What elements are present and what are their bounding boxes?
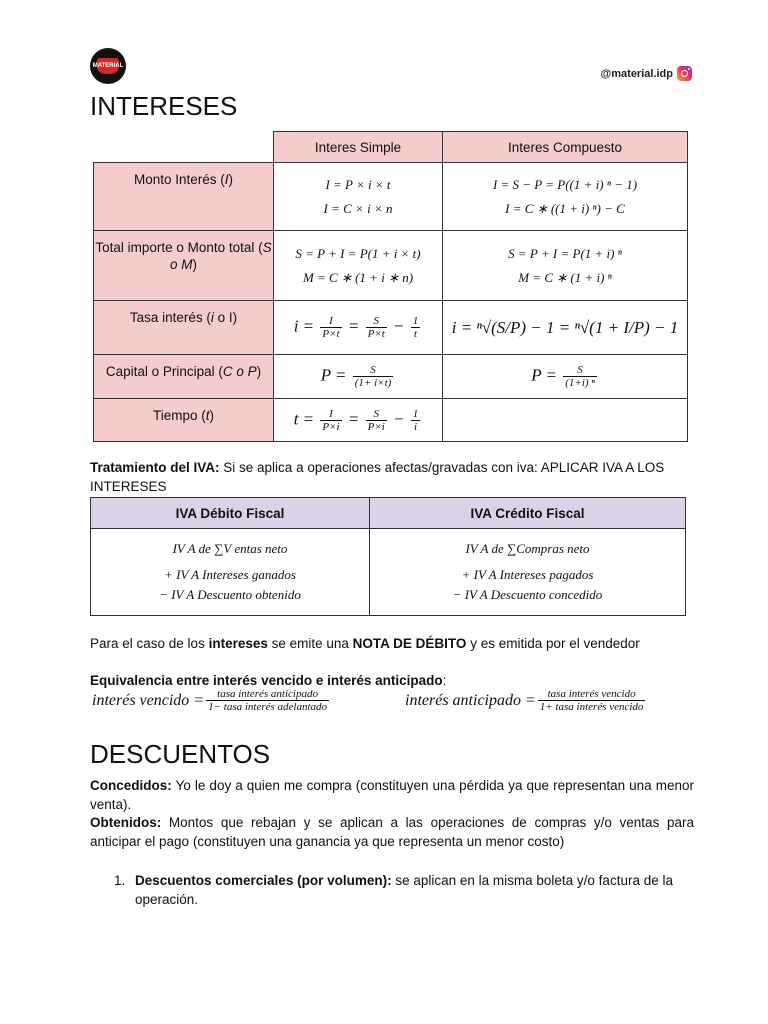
- logo-icon: [92, 58, 124, 74]
- fraction: $\frac{\text{tasa interés anticipado}}{\text{1− tasa interés adelantado}}$: [208, 688, 328, 713]
- table-row: [91, 529, 686, 616]
- formula-simple-tiempo: t = $\frac{I}{P\times i}$ = $\frac{S}{P\times i}$ − $\frac{1}{i}$: [274, 399, 443, 442]
- concedidos-paragraph: Concedidos: Yo le doy a quien me compra (constituyen una pérdida ya que representan una menor venta).: [90, 778, 694, 812]
- brand-logo: [90, 48, 126, 84]
- empty-corner-cell: [94, 132, 274, 163]
- iva-table: [90, 497, 686, 616]
- fraction: $\frac{\text{tasa interés vencido}}{\text{1+ tasa interés vencido}}$: [539, 688, 644, 713]
- fraction: $\frac{S}{\text{(1+i) ⁿ}}$: [565, 364, 595, 389]
- col-header-iva-credito: IVA Crédito Fiscal: [370, 498, 686, 529]
- fraction: $\frac{1}{t}$: [412, 315, 419, 340]
- equivalencia-title: Equivalencia entre interés vencido e interés anticipado:: [90, 673, 447, 688]
- table-row: [94, 301, 688, 355]
- col-header-compuesto: Interes Compuesto: [443, 132, 688, 163]
- table-row: [94, 231, 688, 301]
- social-handle: [601, 66, 692, 81]
- table-row: [94, 163, 688, 231]
- fraction: $\frac{1}{i}$: [412, 407, 419, 433]
- row-label-monto-interes: Monto Interés (I): [94, 163, 274, 231]
- list-item-text: Descuentos comerciales (por volumen): se aplican en la misma boleta y/o factura de la operación.: [135, 873, 673, 907]
- fraction: $\frac{S}{P\times t}$: [367, 315, 385, 340]
- table-row: [94, 399, 688, 442]
- row-label-tasa-interes: Tasa interés (i o I): [94, 301, 274, 355]
- instagram-icon: [677, 66, 692, 81]
- formula-simple-total: S = P + I = P(1 + i × t) M = C ∗ (1 + i ∗ n): [274, 231, 443, 301]
- fraction: $\frac{S}{(1+ i\times t)}$: [354, 364, 392, 389]
- row-label-capital: Capital o Principal (C o P): [94, 355, 274, 399]
- iva-debito-formula: IV A de ∑V entas neto + IV A Intereses ganados − IV A Descuento obtenido: [91, 529, 370, 616]
- section-title-intereses: INTERESES: [90, 91, 238, 121]
- formula-compuesto-monto: I = S − P = P((1 + i) ⁿ − 1) I = C ∗ ((1 + i) ⁿ) − C: [443, 163, 688, 231]
- col-header-iva-debito: IVA Débito Fiscal: [91, 498, 370, 529]
- row-label-tiempo: Tiempo (t): [94, 399, 274, 442]
- formula-simple-tasa: i = $\frac{I}{P\times t}$ = $\frac{S}{P\times t}$ − $\frac{1}{t}$: [274, 301, 443, 355]
- list-item: 1. Descuentos comerciales (por volumen): se aplican en la misma boleta y/o factura de la operación.: [114, 871, 694, 909]
- formula-compuesto-total: S = P + I = P(1 + i) ⁿ M = C ∗ (1 + i) ⁿ: [443, 231, 688, 301]
- interest-formulas-table: [93, 131, 688, 442]
- formula-interes-vencido: interés vencido = $\frac{\text{tasa interés anticipado}}{\text{1− tasa interés adelantado}}$: [92, 688, 328, 713]
- formula-compuesto-capital: P = $\frac{S}{\text{(1+i) ⁿ}}$: [443, 355, 688, 399]
- formula-compuesto-tiempo: [443, 399, 688, 442]
- formula-simple-capital: P = $\frac{S}{(1+ i\times t)}$: [274, 355, 443, 399]
- fraction: $\frac{I}{P\times t}$: [322, 315, 340, 340]
- handle-text: @material.idp: [600, 67, 673, 80]
- fraction: $\frac{I}{P\times i}$: [322, 407, 340, 433]
- fraction: $\frac{S}{P\times i}$: [367, 407, 385, 433]
- nota-debito-paragraph: Para el caso de los intereses se emite una NOTA DE DÉBITO y es emitida por el vendedor: [90, 636, 640, 651]
- section-title-descuentos: DESCUENTOS: [90, 739, 271, 769]
- table-header-row: [94, 132, 688, 163]
- iva-intro: Tratamiento del IVA: Si se aplica a operaciones afectas/gravadas con iva: APLICAR IVA A LOS INTERESES: [90, 460, 665, 494]
- obtenidos-paragraph: Obtenidos: Montos que rebajan y se aplican a las operaciones de compras y/o ventas para anticipar el pago (constituyen una ganancia ya que representa un menor costo): [90, 815, 694, 849]
- iva-credito-formula: IV A de ∑Compras neto + IV A Intereses pagados − IV A Descuento concedido: [370, 529, 686, 616]
- col-header-simple: Interes Simple: [274, 132, 443, 163]
- formula-simple-monto: I = P × i × t I = C × i × n: [274, 163, 443, 231]
- formula-interes-anticipado: interés anticipado = $\frac{\text{tasa interés vencido}}{\text{1+ tasa interés vencido}}$: [405, 688, 644, 713]
- table-row: [94, 355, 688, 399]
- table-header-row: [91, 498, 686, 529]
- formula-compuesto-tasa: i = ⁿ√(S/P) − 1 = ⁿ√(1 + I/P) − 1: [443, 301, 688, 355]
- row-label-total-importe: Total importe o Monto total (S o M): [94, 231, 274, 301]
- logo-text: MATERIAL: [92, 63, 124, 69]
